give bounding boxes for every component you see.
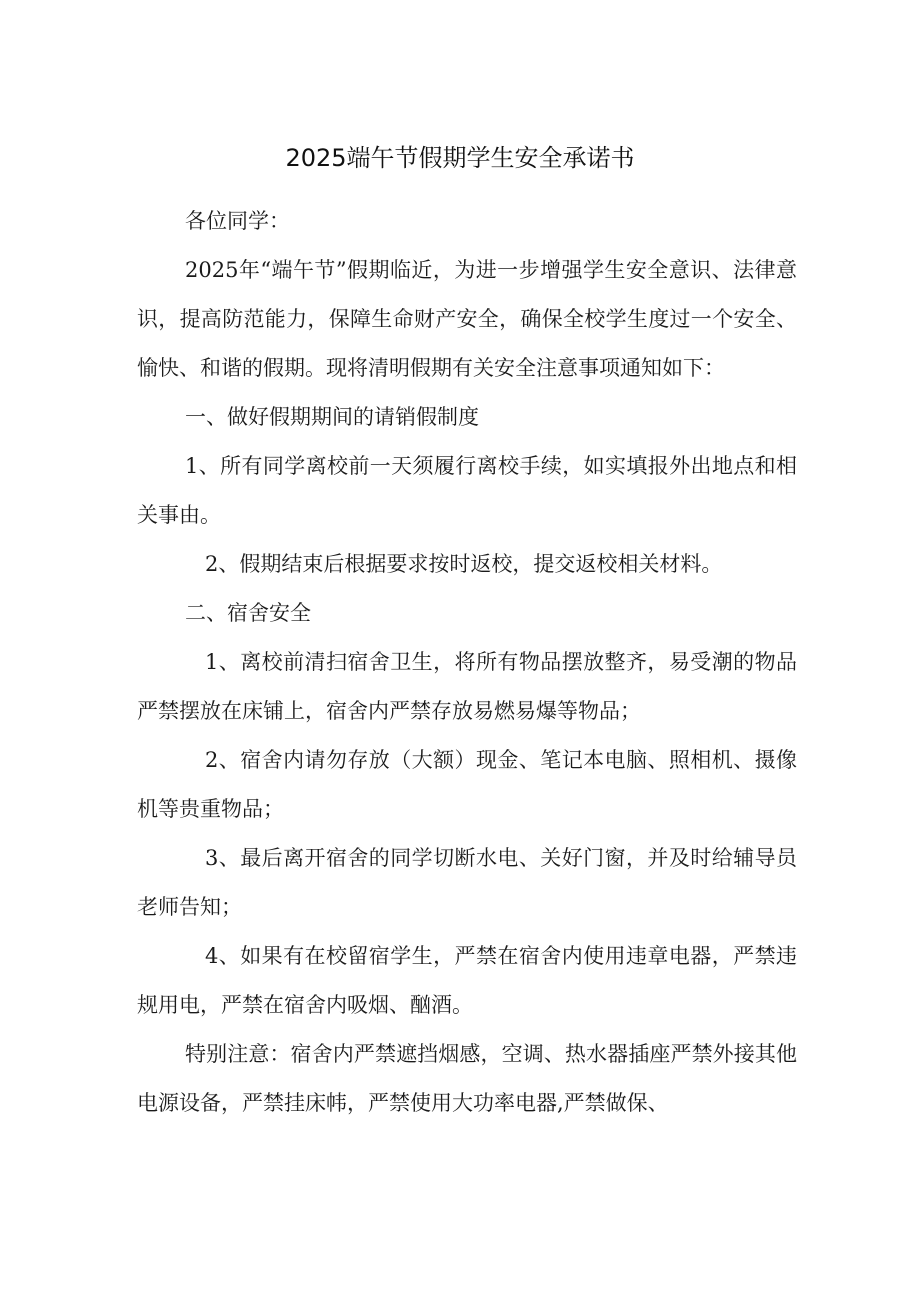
section-heading-dorm: 二、宿舍安全 (185, 601, 311, 625)
section-heading-leave: 一、做好假期期间的请销假制度 (185, 405, 479, 429)
dorm-item-2: 2、宿舍内请勿存放（大额）现金、笔记本电脑、照相机、摄像机等贵重物品； (137, 748, 797, 821)
salutation: 各位同学： (185, 209, 290, 233)
dorm-item-1: 1、离校前清扫宿舍卫生，将所有物品摆放整齐，易受潮的物品严禁摆放在床铺上，宿舍内严禁存放易燃易爆等物品； (137, 650, 797, 723)
leave-item-1: 1、所有同学离校前一天须履行离校手续，如实填报外出地点和相关事由。 (137, 454, 797, 527)
document-title: 2025端午节假期学生安全承诺书 (285, 144, 635, 172)
dorm-item-4: 4、如果有在校留宿学生，严禁在宿舍内使用违章电器，严禁违规用电，严禁在宿舍内吸烟、酗酒。 (137, 944, 797, 1017)
document-body (137, 197, 797, 1128)
dorm-item-3: 3、最后离开宿舍的同学切断水电、关好门窗，并及时给辅导员老师告知； (137, 846, 797, 919)
special-note: 特别注意：宿舍内严禁遮挡烟感，空调、热水器插座严禁外接其他电源设备，严禁挂床帏，严禁使用大功率电器,严禁做保、 (137, 1042, 797, 1115)
leave-item-2: 2、假期结束后根据要求按时返校，提交返校相关材料。 (205, 552, 723, 576)
intro-paragraph: 2025年“端午节”假期临近，为进一步增强学生安全意识、法律意识，提高防范能力，保障生命财产安全，确保全校学生度过一个安全、愉快、和谐的假期。现将清明假期有关安全注意事项通知如下： (137, 258, 797, 380)
